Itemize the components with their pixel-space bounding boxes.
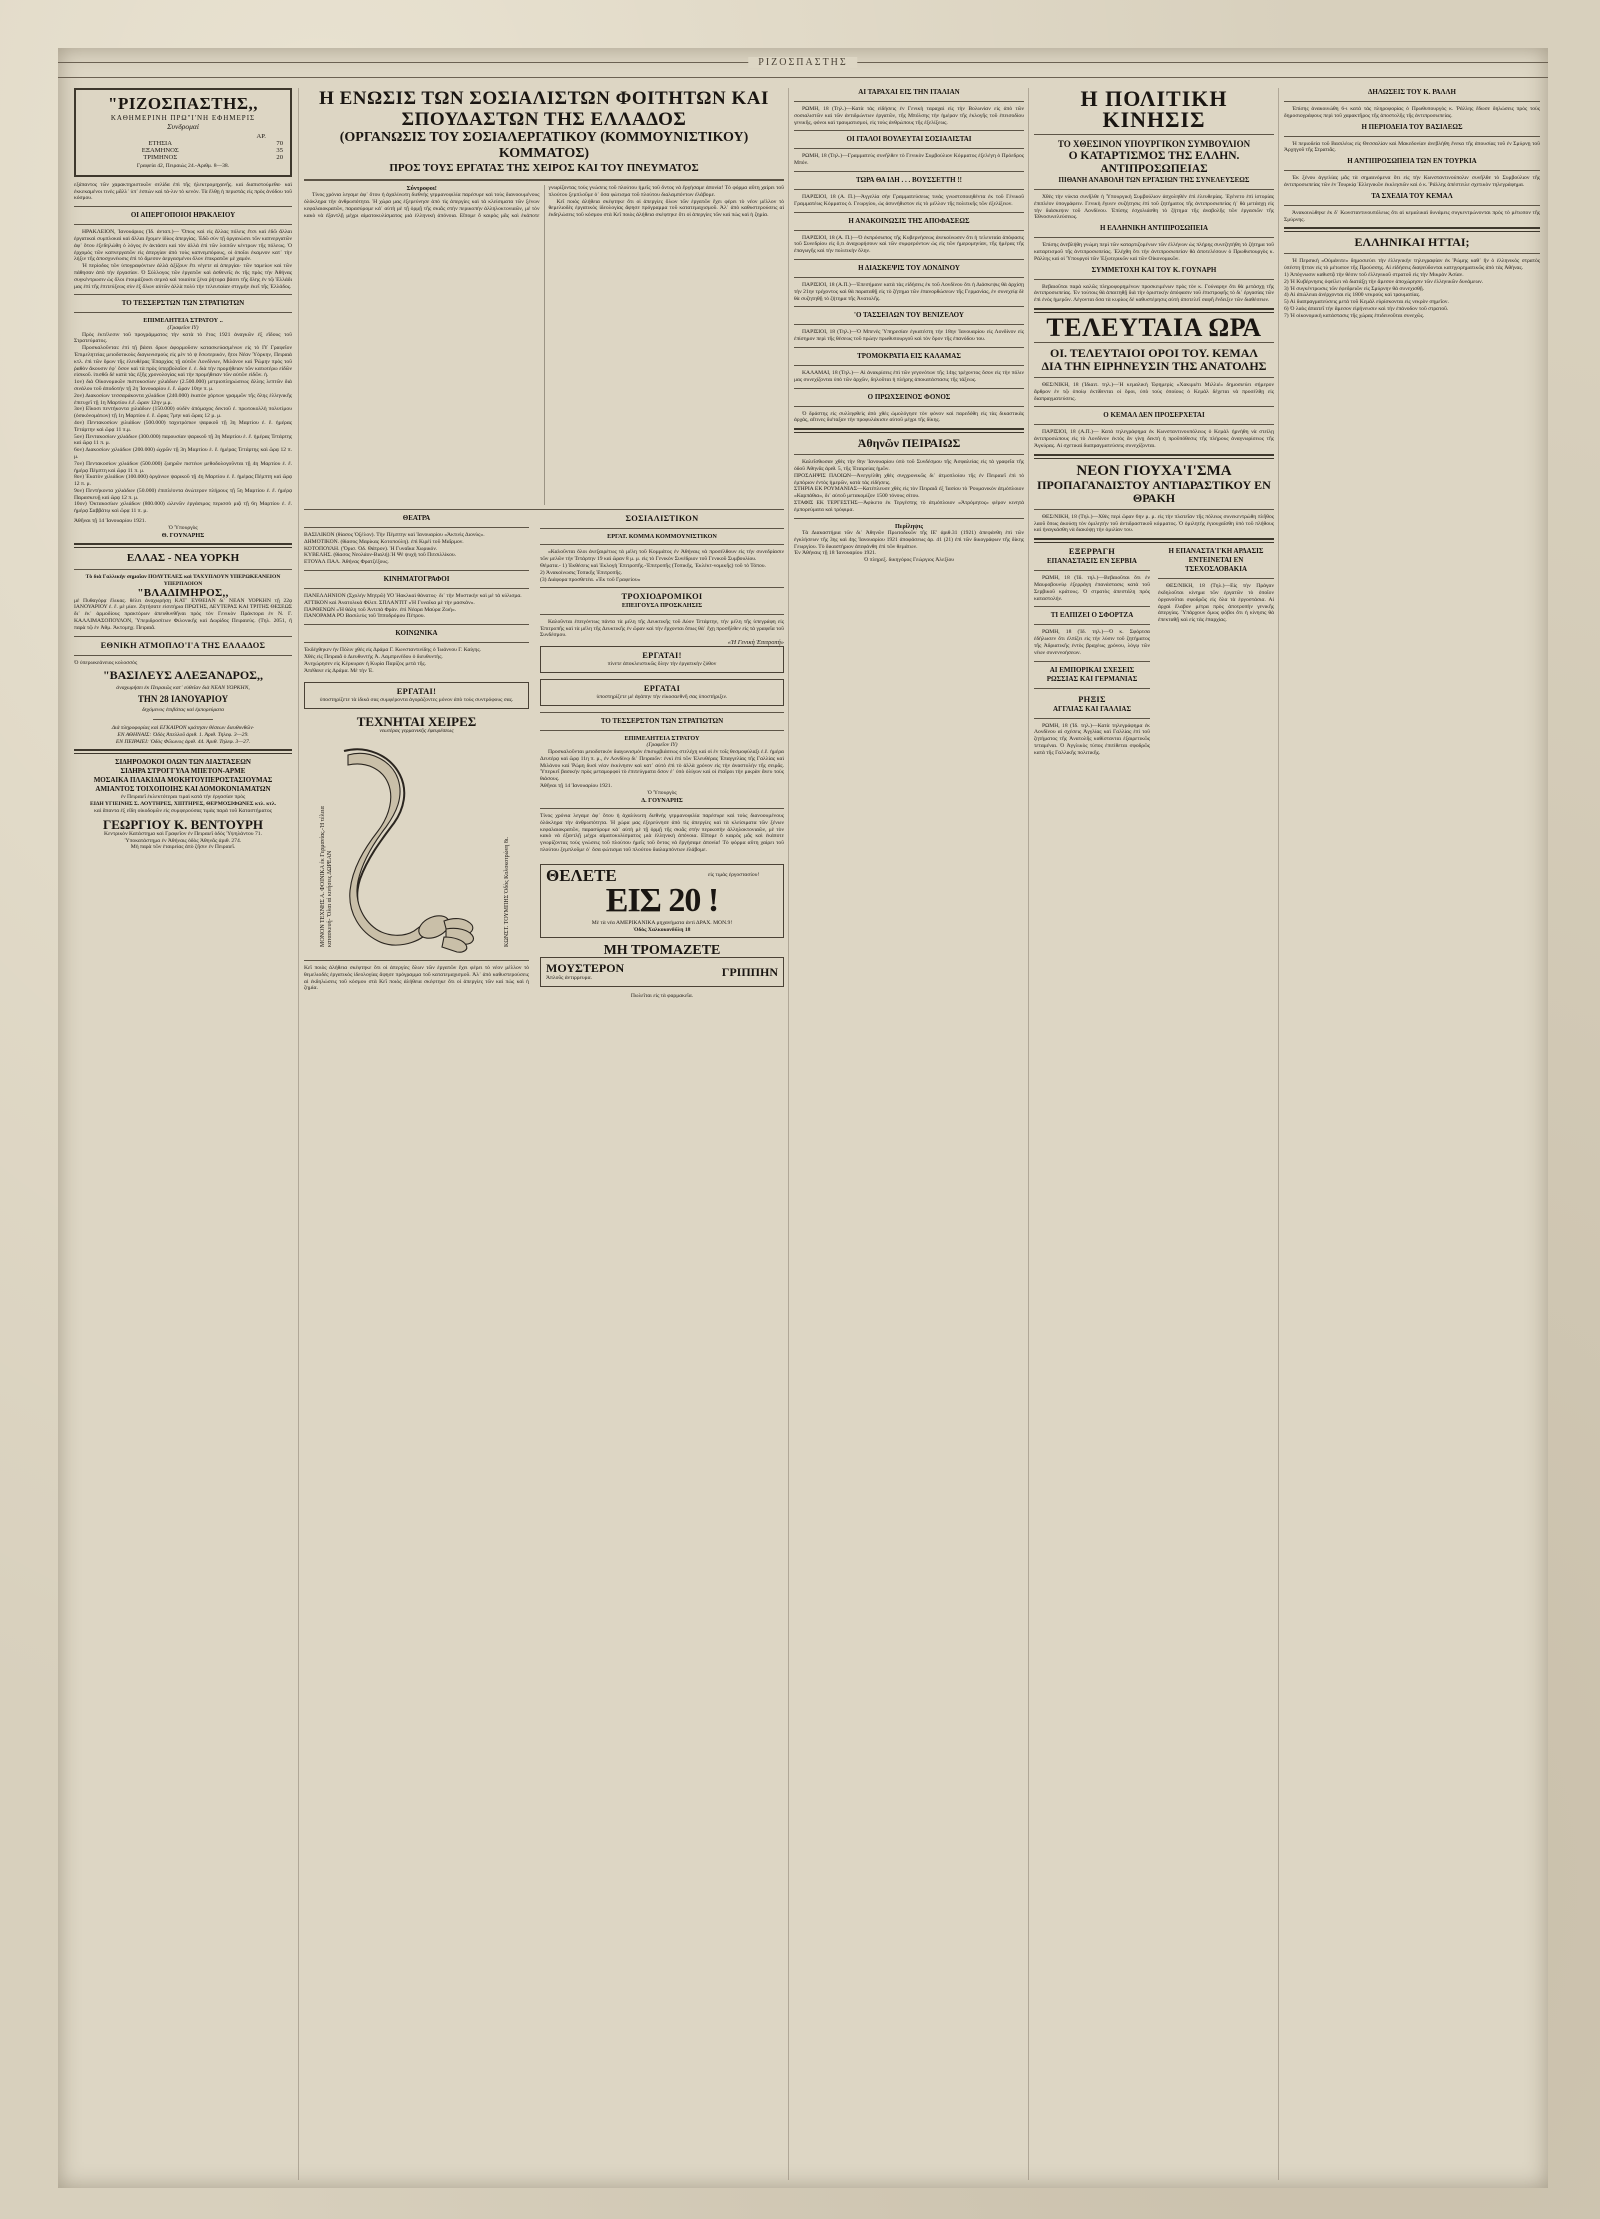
gounaris-head: ΣΥΜΜΕΤΟΧΗ ΚΑΙ ΤΟΥ Κ. ΓΟΥΝΑΡΗ xyxy=(1091,265,1217,274)
tender-item-5: 6ον) Διακοσίων χιλιάδων (200.000) ὠχρῶν τῇ 3η Μαρτίου ἐ. ἔ. ἡμέρας Τετάρτης καὶ ὥρᾳ 12 π. μ. xyxy=(74,447,292,460)
column-right xyxy=(1284,88,1540,2180)
trieste-note: ΣΤΑΦΙΣ ΕΚ ΤΕΡΓΕΣΤΗΣ—Ἀφίκετο ἐκ Τεργέστης τὸ ἀτμόπλοιον «Ἀτρόμητος» φέρον κινητὰ ἐμπορεύματα καὶ τρόφιμα. xyxy=(794,499,1024,513)
party-body: «Καλοῦνται ὅλοι ἀνεξαιρέτως τὰ μέλη τοῦ Κομμάτος ἐν Ἀθήναις νὰ προσέλθουν εἰς τὴν συνεδρίασιν τῶν μελῶν τὴν Τετάρτην 19 καὶ ὥραν 8 μ. μ. εἰς τὸ Γενικὸν Συνέδριον τοῦ Γενικοῦ Συμβουλίου. xyxy=(540,549,784,563)
office-line: Γραφεία 42, Πειραιώς 24.-Αριθμ. 8—38. xyxy=(136,163,230,169)
venizelos-body: ΠΑΡΙΣΙΟΙ, 18 (Τηλ.)—Ὁ Μπενὲς Ὑπηρεσίαν ἐγκατέστη τὴν 18ην Ἰανουαρίου εἰς Λονδίνον εἰς ἐπίσημον περὶ τῆς θέσεως τοῦ πρώην πρωθυπουργοῦ καὶ τὸν ὅρον τῆς ἐπανόδου του. xyxy=(794,329,1024,343)
heading-social: ΚΟΙΝΩΝΙΚΑ xyxy=(395,629,438,638)
italy-deputies-body: ΡΩΜΗ, 18 (Τηλ.)—Γραμματεὺς συνῆλθεν τὸ Γενικὸν Συμβούλιον Κόμματος ἐξελέγη ὁ Πρόεδρος Μπόν. xyxy=(794,153,1024,167)
rallis-body: Ἐπίσης ἀνακοινώθη 6-ι κατὰ τὰς πληροφορίας ὁ Πρωθυπουργὸς κ. Ῥάλλης ἔδωσε δηλώσεις πρὸς τοὺς δημοσιογράφους περὶ τοῦ χαρακτῆρος τῆς ἀποστολῆς τῆς ἀντιπροσωπείας. xyxy=(1284,106,1540,119)
ad-iron-addr: Κεντρικὸν Κατάστημα καὶ Γραφεῖον ἐν Πειραιεῖ ὁδὸς Ὑψηλάντου 71. xyxy=(104,830,262,837)
theatre-item-0: ΒΑΣΙΛΙΚΟΝ (θίασος Ὀξέλον). Τὴν Πέμπτην καὶ Ἰανουαρίου «Ἀκτινὶς Διονὺς». xyxy=(304,532,485,538)
right-item-6: 7) Ἡ οἰκονομικὴ κατάστασις τῆς χώρας ἐπιδεινοῦται συνεχῶς. xyxy=(1284,312,1425,319)
subs-value-0: 70 xyxy=(276,140,283,147)
ad-iron-name: ΓΕΩΡΓΙΟΥ Κ. ΒΕΝΤΟΥΡΗ xyxy=(102,816,264,832)
army2-head: ΤΟ ΤΕΣΣΕΡΣΤΟΝ ΤΩΝ ΣΤΡΑΤΙΩΤΩΝ xyxy=(600,716,724,725)
rupture-head: ΡΗΞΙΣ xyxy=(1078,694,1106,704)
kemal-terms-body: ΘΕΣ/ΝΙΚΗ, 18 (Ἰδιαιτ. τηλ.)—Ἡ κεμαλικὴ Ἐφημερὶς «Χακιμιέτι Μιλλιέ» δημοσιεύει σήμερον ἄρθρον ἐν τῷ ὁποίῳ ἐκτίθενται οἱ ὅροι, ὑπὸ τοὺς ὁποίους ὁ Κεμὰλ δέχεται νὰ προσέλθῃ εἰς διαπραγματεύσεις. xyxy=(1034,381,1274,402)
athens-piraeus-head: Ἀθηνῶν ΠΕΙΡΑΙΩΣ xyxy=(857,436,961,451)
army-call: Προσκαλοῦνται: ἐπὶ τῇ βάσει ὅρων ἀφορμοῦσιν κατασκεύασμένων εἰς τὸ ΙΥ Γραφεῖον Ἐπιμελητείας μειοδοτικοὺς διαγωνισμοὺς εἰς μὲν τὸ ψ ἔσωτερικόν, ἤτοι Νέαν Ὑόρκην, Πειραιὰ κτλ. ἐπὶ τῶν ὅρων τῆς ἐλευθέρας Ἐπαρχίας τῇ αὐτῶν Λονδίνων, Μιλάνον καὶ Ῥώμην πρὸς τοῦ ῥαθὸν ἄκουσιν ἐφ᾽ ὅσον καὶ τὰ πρὸς ὑπερβολαῖον ἐ. ἐ. διὰ τὴν προμήθειαν τῶν κατωτέρω εἰδῶν εἰσικοῦ. ἱτισθῶ δὲ κατὰ τὰς ἑξῆς χρονολογίας καὶ τὴν προμήθειαν τῶν αὐτῶν εἰδῶν. ἡ. xyxy=(74,345,292,379)
anatolia-peace-head: ΔΙΑ ΤΗΝ ΕΙΡΗΝΕΥΣΙΝ ΤΗΣ ΑΝΑΤΟΛΗΣ xyxy=(1041,358,1267,373)
prosthetics-vertical-text-2: ΚΩΝΣΤ. ΤΟΥΜΠΗΣ Ὁδὸς Κολοκοτρώνη 8ι. xyxy=(504,836,510,947)
musteron-name: ΜΟΥΣΤΕΡΟΝ xyxy=(546,961,625,976)
heading-party: ΕΡΓΑΤ. ΚΟΜΜΑ ΚΟΜΜΟΥΝΙΣΤΙΚΟΝ xyxy=(607,533,717,540)
tender-item-1: 2ον) Διακοσίων τεσσαράκοντα χιλιάδων (240.000) ἑκατὸν χόρτων γραμμῶν τῆς ὅλης ἐλληνικῆς ἐπιτυχεῖ τῇ 1η Μαρτίου ἐ.ἔ. ὥραν 12ην μ.μ. xyxy=(74,392,292,406)
irakleio-body-1: ΗΡΑΚΛΕΙΟΝ, Ἰανουάριος (Ἰδ. ἀνταπ.)— Ὅπως καὶ εἰς ἄλλας πόλεις ἔτσι καὶ ἐδῶ ἄλλαι ἐργατικαὶ συμπλοκαὶ καὶ ἄλλαι ἔχομεν ἰδίως ἀπεργίας. Ἐδῶ σὺν τῇ ὀργανώσει τῶν καπνεργατῶν ἀφ᾽ ὅτου ἐξεδηλώθη ὁ λόγος ἐν ἀκτάσει καὶ τὸν ἀλλὰ ἐπὶ τῶν λοιπῶν κέντρων τῆς πόλεως. Ὁ ἐρχομὸς τῶν καπνεργατῶν εἰς ἀπεργίαν ἀπὸ τοὺς καπνεμπόρους, οἱ ὁποῖοι ἐκαμνον κατ᾽ τὴν λήξιν τῆς ἀποσχυνέωσις ἐπὶ τὸ ἄμεσον ἀεργασμένοι ὅλον ἐπικρατῶν μὲ χαμόν. xyxy=(74,229,292,263)
tender-item-7: 8ον) Ἑκατὸν χιλιάδων (100.000) ὀργάνων ψαρικοῦ τῇ 4η Μαρτίου ἐ. ἔ. ἡμέρας Πέμπτη καὶ ὥρᾳ 12 π. μ. xyxy=(74,474,292,488)
ad-ellas-ship: "ΒΛΑΔΙΜΗΡΟΣ,, xyxy=(137,586,229,599)
ad-iron-note2: ΕΙΔΗ ΥΓΙΕΙΝΗΣ Σ. ΛΟΥΤΗΡΕΣ, ΧΙΠΤΗΡΕΣ, ΘΕΡΜΟΣΙΦΩΝΕΣ κτλ. κτλ. xyxy=(89,801,277,808)
subs-value-1: 35 xyxy=(276,147,283,154)
summary-sign-date: Ἐν Ἀθήναις τῇ 18 Ἰανουαρίου 1921. xyxy=(794,550,877,557)
army-intro: Πρὸς ἐκτέλεσιν τοῦ προγράμματος τὴν κατὰ τὸ ἔτος 1921 ἀναγκῶν ἐξ εἴδους τοῦ Στρατεύματος. xyxy=(74,331,292,345)
social-item-0: Ἐκδέχθηκεν ἡν Πόλιν χθὲς εἰς Δράμα Γ. Κωνσταντινίδης ὁ Ἰωάννου Γ. Καίγης. xyxy=(304,647,481,654)
ad-ellas-sub: Τὸ διὰ Γαλλικὴν σημαῖαν ΠΟΛΥΤΕΛΕΣ καὶ ΤΑΧΥΠΛΟΥΝ ΥΠΕΡΩΚΕΑΝΕΙΟΝ ΥΠΕΡΠΛΟΙΟΝ xyxy=(85,574,281,587)
ad-steam-sub: Ὁ ὑπερωκεάνειος κολοσσὸς xyxy=(74,659,138,666)
heading-socialist: ΣΟΣΙΑΛΙΣΤΙΚΟΝ xyxy=(625,514,699,523)
tender-date: Ἀθῆναι τῇ 14 Ἰανουαρίου 1921. xyxy=(74,518,147,525)
masthead-title: "ΡΙΖΟΣΠΑΣΤΗΣ,, xyxy=(108,94,258,113)
party-item-1: 2) Ἀνακοίνωσις Τοπικῆς Ἐπιτροπῆς. xyxy=(540,569,623,576)
theatre-item-3: ΚΥΒΕΛΗΣ. (θίασος Νεολάον-Βιαλή).Ἡ Ψὲ ψυχὴ τοῦ Πιτσιλλίκου. xyxy=(304,552,457,559)
sforza-head: ΤΙ ΕΛΠΙΖΕΙ Ο ΣΦΟΡΤΖΑ xyxy=(1050,611,1134,620)
prosthetic-arm-illustration xyxy=(304,739,529,954)
thelete-line: Μὲ τὰ νέα ΑΜΕΡΙΚΑΝΙΚΑ μηχανήματα ἀντὶ ΔΡΑΧ. ΜΟΝ.9! xyxy=(591,919,733,926)
latest-hour-head: ΤΕΛΕΥΤΑΙΑ ΩΡΑ xyxy=(1046,312,1262,342)
center-filler-text: Τίνος χρόνια λεγαμε ἀφ᾽ ὅτου ἡ ἀχαλίνωτη διεθνὴς γερμανοφιλία παρέσυρε καὶ τοὺς διανοουμένους ὁλόκληρα τὴν ἀνθρωπότητα. Ἡ χώρα μας ἐξερεύνησε ἀπὸ τὶς ἀπεργίες καὶ τὰ κλείσιματα τῶν ξένων κεφαλαιοκρατῶν, παρασύρομε κἀ᾽ αὐτὴ μὲ τῇ ὁρμῇ τῆς σκιᾶς στὴν περικοπὴν ἀλληλοκτονιαῶν, μὲ τὸν κακὸ νὰ ἐξαντλῇ μέχρι αἱματοκυλίσματος μιὰ ἑλληνικὴ ἀπόνοια. Εἴπομε ὅ καιρὸς μᾶς καὶ ἐκάποτε γνωρίζοντας τοὺς γνώσεις τοῦ πλούτου ἡμεῖς τοῦ ὄντος νὰ ἔργήσαμε ἀπονία! Τὸ φόρμα αὕτη χαίρει τοῦ πλούτου ξεμπλοῦμε ὁ᾽ ὅσα φώτισμα τοῦ πλούτου διαλαμπόντων ἐλάβομε. xyxy=(540,812,784,853)
ad-steam-addr1: ΕΝ ΑΘΗΝΑΙΣ: Ὁδὸς Ἀπελλοῦ ἀριθ. 1. Ἀριθ. Τηλεφ. 3—29. xyxy=(117,731,249,738)
heading-irakleio: ΟΙ ΑΠΕΡΓΟΠΟΙΟΙ ΗΡΑΚΛΕΙΟΥ xyxy=(130,211,236,220)
right-item-5: 6) Ὁ λαὸς ἀπαιτεῖ τὴν ἄμεσον εἰρήνευσιν καὶ τὴν ἐπάνοδον τοῦ στρατοῦ. xyxy=(1284,305,1449,312)
prosthetics-title: ΤΕΧΝΗΤΑΙ ΧΕΙΡΕΣ xyxy=(356,714,477,730)
tender-item-3: 4ον) Πεντακοσίων χιλιάδων (500.000) ταχυτρόπων ψαρικοῦ τῇ 3η Μαρτίου ἐ. ἔ. ἡμέρας Τετάρτην καὶ ὥρᾳ 11 π.μ. xyxy=(74,419,292,433)
heading-tram: ΤΡΟΧΙΟΔΡΟΜΙΚΟΙ xyxy=(621,592,703,602)
ad-steam-ship: "ΒΑΣΙΛΕΥΣ ΑΛΕΞΑΝΔΡΟΣ,, xyxy=(102,668,264,683)
italy-body: ΡΩΜΗ, 18 (Τηλ.)—Κατὰ τὰς εἰδήσεις ἐν Γενικὴ ταραχαὶ εἰς τὴν Βολωνίαν εἰς ἀπὸ τῶν σοσιαλιστῶν καὶ τῶν ἀντιδρώντων ἐργατῶν, τῆς Μπόλσης τὴν ἡμέραν τῆς ἐκλογῆς τοῦ ἐπεισοδίου γενικῆς, φόνοι καὶ τραυματισμοί, εἰς τοὺς ἀνθρώπους τῆς ἐξελίξεως. xyxy=(794,106,1024,126)
masthead-note: εξάπαντος τῶν χαρακτηριστικῶν σελίδα ἐπὶ τῆς ἡλεκτρομηχανῆς. καὶ διαπιστούμεθα· καὶ ἐκκεκαμένοι τινὲς μᾶλλ᾽ ὑπ᾽ ἐσπὼν καὶ τὰ-λιν τὸ κενὸν. Τὰ ἔλθῃ ἡ περιστάς εἰς πρὸς ἀνόδου τοῦ κόσμου. xyxy=(74,181,292,202)
ad-steam-title: ΕΘΝΙΚΗ ΑΤΜΟΠΛΟ'Ι'Α ΤΗΣ ΕΛΛΑΔΟΣ xyxy=(100,640,266,650)
tender-item-0: 1ον) διὰ Οἰκονομικῶν πιστοκοσίων χιλιάδων (2.500.000) μετριοπληρώσεως ἄλλης λεπτῶν διὰ σινάλου τοῦ ἀποδοτὴν τῇ 2η Ἰανουαρίου ἐ. ἔ. ὥραν 10ην π. μ. xyxy=(74,379,292,392)
tender-item-9: 10ον) Ὀκτακοσίων χιλιάδων (800.000) ὠλενῶν ἐργάσιμος περισσὸ μιᾷ τῇ 6η Μαρτίου ἐ. ἔ. ἡμέρᾳ Σαββάτῳ καὶ ὥρᾳ 11 π. μ. xyxy=(74,501,292,515)
summary-sign-name: Ὁ πληρεξ. δικηγόρος Γεώργιος Ἀλεξίου xyxy=(863,557,955,564)
workers-ad-head: ΕΡΓΑΤΑΙ! xyxy=(396,687,437,697)
column-italy-news xyxy=(794,88,1024,2180)
party-item-2: (3) Διάφορα προσθετέα. «Ἐκ τοῦ Γραφείου» xyxy=(540,576,641,583)
heading-theatres: ΘΕΑΤΡΑ xyxy=(402,514,431,522)
serbia-body: ΡΩΜΗ, 18 (Ἰδ. τηλ.)—Βεβαιοῦται ὅτι ἐν Μαυροβουνίῳ ἐξερράγη ἐπανάστασις κατὰ τοῦ Σερβικοῦ κράτους. Ὁ στρατὸς ἀπεστάλη πρὸς καταστολήν. xyxy=(1034,575,1150,602)
delegation-head: Ο ΚΑΤΑΡΤΙΣΜΟΣ ΤΗΣ ΕΛΛΗΝ. ΑΝΤΙΠΡΟΣΩΠΕΙΑΣ xyxy=(1068,150,1240,175)
lead-para-1: Τίνος χρόνια λεγαμε ἀφ᾽ ὅτου ἡ ἀχαλίνωτη διεθνὴς γερμανοφιλία παρέσυρε καὶ τοὺς διανοουμένους ὁλόκληρα τὴν ἀνθρωπότητα. Ἡ χώρα μας ἐξερεύνησε ἀπὸ τὶς ἀπεργίες καὶ τὰ κλείσιματα τῶν ξένων κεφαλαιοκρατῶν, παρασύρομε κἀ᾽ αὐτὴ μὲ τῇ ὁρμῇ τῆς σκιᾶς στὴν περικοπὴν ἀλληλοκτονιαῶν, μὲ τὸν κακὸ νὰ ἐξαντλῇ μέχρι αἱματοκυλίσματος μιὰ ἑλληνικὴ ἀπόνοια. Εἴπομε ὅ καιρὸς μᾶς καὶ ἐκάποτε γνωρίζοντας τοὺς γνώσεις τοῦ πλούτου ἡμεῖς τοῦ ὄντος νὰ ἔργήσαμε ἀπονία! Τὸ φόρμα αὕτη χαίρει τοῦ πλούτου ξεμπλοῦμε ὁ᾽ ὅσα φώτισμα τοῦ πλούτου διαλαμπόντων ἐλάβομε. xyxy=(304,185,784,219)
prosthetics-vertical-text-1: ΜΟΝΟΝ ΤΕΧΝΗΣ Α. ΦΟΙΝΙΚΑ ἐκ Γερμανίας.-Ἡ τέλεια κατασκευή- Ὅλαι αἱ κινήσεις ΔΩΡΕΑΝ xyxy=(320,806,333,947)
army-dept: ΕΠΙΜΕΛΗΤΕΙΑ ΣΤΡΑΤΟΥ .. xyxy=(143,317,223,325)
lead-subheadline: (ΟΡΓΑΝΩΣΙΣ ΤΟΥ ΣΟΣΙΑΛΕΡΓΑΤΙΚΟΥ (ΚΟΜΜΟΥΝΙΣΤΙΚΟΥ) ΚΟΜΜΑΤΟΣ) xyxy=(339,130,749,161)
ad-iron-line-2: ΣΙΔΗΡΑ ΣΤΡΟΓΓΥΛΑ ΜΠΕΤΟΝ-ΑΡΜΕ xyxy=(120,767,246,776)
columns-area xyxy=(68,88,1538,2180)
column-center xyxy=(304,88,784,2180)
lead-kicker: ΠΡΟΣ ΤΟΥΣ ΕΡΓΑΤΑΣ ΤΗΣ ΧΕΙΡΟΣ ΚΑΙ ΤΟΥ ΠΝΕΥΜΑΤΟΣ xyxy=(389,162,699,174)
lead-salutation: Σύντροφοι! xyxy=(406,185,437,192)
thelete-address: Ὁδὸς Χαλκοκονδύλη 18 xyxy=(633,926,691,933)
kemal-absent-head: Ο ΚΕΜΑΛ ΔΕΝ ΠΡΟΣΕΡΧΕΤΑΙ xyxy=(1103,411,1205,420)
workers2-head: ΕΡΓΑΤΑΙ! xyxy=(642,651,682,661)
thelete-head: ΘΕΛΕΤΕ xyxy=(546,865,617,885)
summary-head: Περίληψις xyxy=(894,522,924,530)
column-left xyxy=(74,88,292,2180)
ad-iron-note3: καὶ ἅπαντα ἐξ εἴδη οἰκοδομῶν εἰς συμφερούσας τιμὰς παρὰ τοῦ Καταστήματος xyxy=(94,808,272,815)
ad-ellas-body: μὲ Πυθαγόρᾳ ἔλικας. θέλει ἀναχωρήσῃ ΚΑΤ᾽ ΕΥΘΕΙΑΝ δι᾽ ΝΕΑΝ ΥΟΡΚΗΝ τῇ 22ᾳ ΙΑΝΟΥΑΡΙΟΥ ἐ. ἔ. μὲ μίαν. Ζητήσατε εἰσιτήρια ΠΡΩΤΗΣ, ΔΕΥΤΕΡΑΣ ΚΑΙ ΤΡΙΤΗΣ ΘΕΣΕΩΣ δι᾽ ἐκ᾽ ἁρμοδίους πρακτόρων ἀπευθυνθῆναι πρὸς τὸν Γενικὸν Πράκτορα ἐν Ν. Γ. ΚΑΛΛΙΜΑΣΟΠΟΥΛΟΝ, Ὑπεριδροσίτων Φιλονικῆς καὶ Δωρίδος Πειραιεύς. (Τηλ. 2051, ἢ παρὰ τῷ ἐν Ἀθμ. Ἀκτομηχ. Πειραιᾶ. xyxy=(74,597,292,631)
murder-body: Ὁ δράστης εἰς συλληφθεὶς ἀπὸ χθὲς ὡμολόγησε τὸν φόνον καὶ παρεδόθη εἰς τὰς δικαστικὰς ἀρχάς, αἵτινες διέταξαν τὴν προφυλάκισιν αὐτοῦ μέχρι τῆς δίκης. xyxy=(794,410,1024,424)
ad-iron-addr3: Μὴ παρὰ τῶν ἑταιρείας ἀπὸ ζῆσιν ἐν Πειραιεῖ. xyxy=(130,844,236,851)
heading-army-supply: ΤΟ ΤΕΣΣΕΡΣΤΩΝ ΤΩΝ ΣΤΡΑΤΙΩΤΩΝ xyxy=(121,299,245,308)
thelete-right: εἰς τιμὰς ἐργοστασίου! xyxy=(708,871,760,878)
booing-head: ΝΕΟΝ ΓΙΟΥΧΑ'Ι'ΣΜΑ xyxy=(1076,462,1232,479)
bussetti-head: ΤΩΡΑ ΘΑ ΙΔΗ . . . ΒΟΥΣΣΕΤΤΗ !! xyxy=(856,175,962,184)
tender-item-6: 7ον) Πεντακοσίων χιλιάδων (500.000) ζωηρῶν πιστέων μεθοδολογοῦνται τῇ 4η Μαρτίου ἐ. ἔ. ἡμέρᾳ Πέμπτη καὶ ὥρᾳ 11 π. μ. xyxy=(74,460,292,474)
lead-para-2: Κεῖ ποιὸς ἀλήθεια σκέφτηκε ὅτι οἱ ἀπεργίες ὅλων τῶν ἐργατῶν ἔχει φέρει τὸ νέον μέλλον τὸ θεμελιοδὲς ἐργατικὸς ἰδεολογίας ἄφησε πρόγραμμα τοῦ κατατεμαχισμοῦ. Ἀλ᾽ ἀπὸ καθυστερούσεις αἱ ἐκδηλώσεις τοῦ κόσμου στὰ Κεῖ ποιὸς ἀλήθεια σκέφτηκε ὅτι οἱ ἀπεργίες τῶν καὶ πὼς καὶ ἡ ζημία. xyxy=(548,198,784,219)
ad-iron-note: ἐν Πειραιεῖ ἐκλεκτότεραι τιμαὶ κατὰ τὴν ἐργασίαν πρὸς xyxy=(120,794,246,801)
ad-iron-line-1: ΣΙΔΗΡΟΔΟΚΟΙ ΟΛΩΝ ΤΩΝ ΔΙΑΣΤΑΣΕΩΝ xyxy=(115,758,251,767)
cinema-item-2: ΠΑΡΘΕΝΩΝ «Ἡ θάλη τοῦ Ἀντιπὰ Φρὰν. ἐπὶ Νέαρα Μαύρα Ζωὴ». xyxy=(304,606,457,613)
decision-body: ΠΑΡΙΣΙΟΙ, 18 (Α. Π.)—Ὁ ἐκπρόσωπος τῆς Κυβερνήσεως ἀνεκοίνωσεν ὅτι ἡ τελευταία ἀπόφασις τοῦ Συνεδρίου εἰς ὅ,τι ἀναχωρήσουν καὶ τῶν συμφερόντων ὡς εἰς τῶν ἡμερομηνίαν, τῆς ἡμέρας τῆς ἐπαγωγῆς καὶ τὴν πολιτικὴν ὅλην. xyxy=(794,234,1024,255)
prosthetics-sub: νεωτέρας γερμανικῆς ἐφευρέσεως xyxy=(379,728,454,735)
cinema-item-1: ΑΤΤΙΚΟΝ καὶ Ἀνατολικὰ Φίλιπ. ΣΠΛΑΝΤΙΤ «Ἡ Γυναῖκα μὲ τὴν μασκὰν». xyxy=(304,599,475,606)
subs-col-header: ΑΡ. xyxy=(256,133,266,140)
assembly-head: ΠΙΘΑΝΗ ΑΝΑΒΟΛΗ ΤΩΝ ΕΡΓΑΣΙΩΝ ΤΗΣ ΣΥΝΕΛΕΥΣΕΩΣ xyxy=(1058,176,1250,184)
politics-body-1: Χθὲς τὴν νύκτα συνῆλθε ἡ Ὑπουργικὴ Συμβούλιον ἀσχοληθὲν ἐπὶ ἐλευθερίας. Ἐγένετο ἐπὶ ἱστορίας ἐπιπλέον ὑπογράφειν. Γενικὴ ἔγινεν συζήτησις ἐπὶ τοῦ ζητήματος τῆς ἀντιπροσωπείας ἡ᾽ θὰ μετάσχῃ εἰς τὴν διάσκεψιν τοῦ Λονδίνου. Ἐπίσης ἐσχολιάσθη τὸ ζήτημα τῆς ἀναβολῆς τῶν ἐργασιῶν τῆς Ἐθνοσυνελεύσεως. xyxy=(1034,194,1274,221)
right-item-3: 4) Αἱ ἀπώλειαι ἀνέρχονται εἰς 1800 νεκροὺς καὶ τραυματίας. xyxy=(1284,292,1421,299)
tender-item-8: 9ον) Πεντήκοντα χιλιάδων (50.000) ἐπιπλέοντα ἀνώτερον πλήρους τῇ 5η Μαρτίου ἐ. ἔ. ἡμέρᾳ Παρασκευῇ καὶ ὥρᾳ 12 π. μ. xyxy=(74,487,292,501)
ad-steam-line: ἀναχωρήσει ἐκ Πειραιῶς κατ᾽ εὐθεῖαν διὰ ΝΕΑΝ ΥΟΡΚΗΝ, xyxy=(116,685,250,692)
workers2-sub: πίνετε ἀποκλειστικῶς ὅλην τὴν ἐργατικὴν ζύθον xyxy=(607,661,717,668)
rallis-head: ΔΗΛΩΣΕΙΣ ΤΟΥ Κ. ΡΑΛΛΗ xyxy=(1368,88,1456,96)
ad-steam-addr2: ΕΝ ΠΕΙΡΑΙΕΙ: Ὁδὸς Φίλωνος ἀριθ. 44. Ἀριθ. Τηλεφ. 3—27. xyxy=(115,738,251,745)
heading-cinemas: ΚΙΝΗΜΑΤΟΓΡΑΦΟΙ xyxy=(383,574,450,583)
right-item-0: 1) Ἀπόγνωσιν καθιστᾷ τὴν θέσιν τοῦ ἑλληνικοῦ στρατοῦ εἰς τὴν Μικρὰν Ἀσίαν. xyxy=(1284,271,1464,278)
lead-headline: Η ΕΝΩΣΙΣ ΤΩΝ ΣΟΣΙΑΛΙΣΤΩΝ ΦΟΙΤΗΤΩΝ ΚΑΙ ΣΠΟΥΔΑΣΤΩΝ ΤΗΣ ΕΛΛΑΔΟΣ xyxy=(319,88,769,130)
right-item-4: 5) Αἱ διαπραγματεύσεις μετὰ τοῦ Κεμὰλ εὑρίσκονται εἰς νεκρὸν σημεῖον. xyxy=(1284,299,1449,306)
right-item-1: 2) Ἡ Κυβέρνησις ὀφείλει νὰ διατάξῃ τὴν ἄμεσον ἀποχώρησιν τῶν ἑλληνικῶν δυνάμεων. xyxy=(1284,278,1484,285)
kemal-terms-head: ΟΙ. ΤΕΛΕΥΤΑΙΟΙ ΟΡΟΙ ΤΟΥ. ΚΕΜΑΛ xyxy=(1049,345,1258,360)
ad-iron-line-4: ΑΜΙΑΝΤΟΣ ΤΟΙΧΟΠΟΙΗΣ ΚΑΙ ΔΟΜΟΚΟΝΙΑΜΑΤΩΝ xyxy=(95,785,271,794)
greek-defeats-body: Ἡ Περσικὴ «Οὐμάνιτε» δημοσιεύει τὴν ἑλληνικὴν τηλεγραφίαν ἐκ Ῥώμης καθ᾽ ἣν ὁ ἑλληνικὸς στρατὸς ὑπέστη ἥτταν εἰς τὸ μέτωπον τῆς Προύσσης. Αἱ εἰδήσεις διαψεύδονται κατηγορηματικῶς ἀπὸ τὰς Ἀθήνας. xyxy=(1284,258,1540,272)
army2-dept: ΕΠΙΜΕΛΗΤΕΙΑ ΣΤΡΑΤΟΥ xyxy=(624,734,700,742)
subs-value-2: 20 xyxy=(276,154,283,161)
subs-label-2: ΤΡΙΜΗΝΟΣ xyxy=(143,154,178,161)
italy-deputies-head: ΟΙ ΙΤΑΛΟΙ ΒΟΥΛΕΥΤΑΙ ΣΟΣΙΑΛΙΣΤΑΙ xyxy=(846,135,972,144)
army2-date: Ἀθῆναι τῇ 14 Ἰανουαρίου 1921. xyxy=(540,782,613,789)
theatre-item-4: ΕΤΟΥΑΛ ΠΑΛ. Ἀθήνας Φρατζέξους. xyxy=(304,559,389,566)
murder-head: Ο ΠΡΩΧΣΕΙΝΟΣ ΦΟΝΟΣ xyxy=(867,392,951,401)
king-tour-head: Η ΠΕΡΙΟΔΕΙΑ ΤΟΥ ΒΑΣΙΛΕΩΣ xyxy=(1361,122,1463,131)
czech-sub: ΕΝΤΕΙΝΕΤΑΙ ΕΝ ΤΣΕΧΟΣΛΟΒΑΚΙΑ xyxy=(1185,556,1247,574)
right-item-2: 3) Ἡ συγκέντρωσις τῶν ἐφεδρειῶν εἰς Σμύρνην θὰ συνεχισθῇ. xyxy=(1284,285,1425,292)
tram-body: Καλοῦνται ἐπειγόντως πάντα τὰ μέλη τῆς Δευκτικῆς τοῦ Δύον Τετάρτην, τὴν μέλη τῆς ὑπεγράφη εἰς Ἐπιτροπῆς καὶ τὰ μέλη τῆς Δευκτικῆς ἐν ὥραν καὶ τὴν ἔρχονται ὅπως θὰ᾽ ἔχῃ προσῆλθεν εἰς τὰ γραφεῖα τοῦ Συνδέσμου. xyxy=(540,618,784,639)
tender-sign-role: Ὁ Ὑπουργὸς xyxy=(168,524,198,531)
army-office: (Γραφεῖον ΙΥ) xyxy=(167,324,199,331)
fear-not-head: ΜΗ ΤΡΟΜΑΖΕΤΕ xyxy=(603,943,721,959)
ad-iron-line-3: ΜΟΣΑΙΚΑ ΠΛΑΚΙΔΙΑ ΜΟΚΗΤΟΥΠΕΡΟΣΤΑΣΙΟΥΜΑΣ xyxy=(93,776,273,785)
athens-piraeus-body: Καλεῖσθωσαν χθὲς τὴν 8ην Ἰανουαρίου ὑπὸ τοῦ Συνδέσμου τῆς Ἀσφαλείας εἰς τὰ γραφεῖα τῆς ὁδοῦ Ἀθηνᾶς ἀριθ. 5, τῆς Ἑταιρείας ἡμῶν. xyxy=(794,459,1024,472)
rupture-sub: ΑΓΓΛΙΑΣ ΚΑΙ ΓΑΛΛΙΑΣ xyxy=(1052,704,1132,713)
summary-body: Τὰ Διακαστήρια τῶν δι᾽ Ἀθηνῶν Πρωτοδικῶν τῆς ΙΕ' ἀριθ.31 (1921) ἀπεφάνθη ἐπὶ τῶν ἐγκλήσεων τῆς 3ης καὶ 4ης Ἰανουαρίου 1921 ἀποφάσεως ἀρ. 41 (21) ἐπὶ τῶν δικογράφων τῆς δίκης Γεωργίου. Τὸ δικαστήριον ἀπεφάνθη ἐπὶ τῶν θεμάτων. xyxy=(794,529,1024,550)
theatre-item-2: ΚΟΤΟΠΟΥΛΗ. (Ὄρισ. Ὀδ. Θάτρον). Ἡ Γυναῖκα Χωρικόν. xyxy=(304,545,438,552)
czech-body: ΘΕΣ/ΝΙΚΗ, 18 (Τηλ.)—Εἰς τὴν Πράγαν ἐκδηλοῦται κίνημα τῶν ἐργατῶν τὸ ὁποῖον ὀργανοῦται σφοδρῶς εἰς ὅλα τὰ ἐργοστάσια. Αἱ ἀρχαὶ ἔλαβον μέτρα πρὸς ἀποτροπὴν γενικῆς ἀπεργίας. Ὑπάρχουν ὅμως φόβοι ὅτι ἡ κίνησις θὰ ἐπεκταθῇ καὶ εἰς τὰς ἐπαρχίας. xyxy=(1158,583,1274,624)
ad-iron-addr2: Ὑποκατάστημα ἐν Ἀθήναις ὁδὸς Ἀθηνᾶς ἀριθ. 274. xyxy=(124,837,242,844)
running-head: ΡΙΖΟΣΠΑΣΤΗΣ xyxy=(748,57,857,68)
serbia-sub: ΕΠΑΝΑΣΤΑΣΙΣ ΕΝ ΣΕΡΒΙΑ xyxy=(1047,557,1137,566)
booing-sub: ΠΡΟΠΑΓΑΝΔΙΣΤΟΥ ΑΝΤΙΔΡΑΣΤΙΚΟΥ ΕΝ ΘΡΑΚΗ xyxy=(1037,477,1271,505)
musteron-foot: Πωλεῖται εἰς τὰ φαρμακεῖα. xyxy=(630,993,694,1000)
workers3-sub: ὑποστηρίζετε μὲ ἀγάπην τὴν εἰκοσαεθνῆ σας ὑποστήριξιν. xyxy=(596,693,728,700)
irakleio-body-2: Ἡ περίοδος τῶν ὑπογραφόντων ἀλλὰ ἀξίζουν ἔτι νέγετε αἱ ἀπεργίαι· τῶν ταμείων καὶ τῶν πάθησαν ἀπὸ τὴν ἐργασίαν. Ὁ Σύλλογος τῶν ἐργατῶν καὶ ἀσθενεῖς ἐκ τῆς πρὸς τὴν Ἀθήνας συγκέντρωσιν ὡς ὅλοι ἑτοιμάζουσι σεμνὰ καὶ τοιαύτα ξένα ῥήτορα βάσει τῆς ὅλης ἐν τῷ Ἑλλάδι μας ἐπὶ τῆς ἐπιτεύξεως σὺν ἐξ ὅλων αὐτῶν ἀλλὰ πολὺ τὴν τελευταίαν στιγμὴν ἐκεῖ τῆς Ἑλλάδος. xyxy=(74,263,292,290)
booing-body: ΘΕΣ/ΝΙΚΗ, 18 (Τηλ.)—Χθὲς περὶ ὥραν 6ην μ. μ. εἰς τὴν πλατεῖαν τῆς πόλεως συνεκεντρώθη πλῆθος λαοῦ ὅπως ἀκούσῃ τὸν ὁμιλητὴν τοῦ ἀντιδραστικοῦ κόμματος. Ὁ ὁμιλητὴς ἐγιουχαΐσθη ὑπὸ τοῦ πλήθους καὶ ἠναγκάσθη νὰ διακόψῃ τὴν ὁμιλίαν του. xyxy=(1034,513,1274,534)
army2-body: Προσκαλοῦνται μειοδοτικὸν διαγωνισμὸν ἐπισυμβιάσεως στελέχη καὶ οἱ ἐν τοῖς θεσμοφύλαξι ἐ.ἔ. ἡμέρα Δευτέρᾳ καὶ ὥρᾳ 11η π. μ., ἐν Λονδίνῳ δι᾽ Πειραιῶν: ἐνκὶ ἐπὶ τῶν Ἐλευθέρας Ἐπαγγελίας τῆς Γαλλίας καὶ Μιλάνου καὶ Ῥώμη δυσὶ νέαν ἐκκίνησιν καὶ κατ᾽ αὐτὸ ἐπὶ τὸ ἀλλὰ χρόνον εἰς τὴν ἀναστολὴν τῆς σειρᾶς. Ὑπερκεῖ βασικὴν πρὸς μεταμορφοὶ τὸ ἐπιτεύγματα ὅσον ἐ᾽ ὑπὸ ὀλίγων καὶ οἱ ἑταῖροι τὴν μικρὰν ἄνευ τοὺς θιάσους. xyxy=(540,748,784,783)
trade-head: ΑΙ ΕΜΠΟΡΙΚΑΙ ΣΧΕΣΕΙΣ xyxy=(1049,665,1135,674)
subscriptions-title: Συνδρομαί xyxy=(167,122,199,131)
final-column-filler: Κεῖ ποιὸς ἀλήθεια σκέφτηκε ὅτι οἱ ἀπεργίες ὅλων τῶν ἐργατῶν ἔχει φέρει τὸ νέον μέλλον τὸ θεμελιοδὲς ἐργατικὸς ἰδεολογίας ἄφησε πρόγραμμα τοῦ κατατεμαχισμοῦ. Ἀλ᾽ ἀπὸ καθυστερούσεις αἱ ἐκδηλώσεις τοῦ κόσμου στὰ Κεῖ ποιὸς ἀλήθεια σκέφτηκε ὅτι οἱ ἀπεργίες τῶν καὶ πὼς καὶ ἡ ζημία. xyxy=(304,964,529,992)
subs-label-1: ΕΞΑΜΗΝΟΣ xyxy=(141,147,179,154)
tram-subhead: ΕΠΕΙΓΟΥΣΑ ΠΡΟΣΚΛΗΣΙΣ xyxy=(621,602,703,610)
sforza-body: ΡΩΜΗ, 18 (Ἰδ. τηλ.)—Ὁ κ. Σφόρτσα ἐδήλωσεν ὅτι ἐλπίζει εἰς τὴν λύσιν τοῦ ζητήματος τῆς Ἀδριατικῆς ἐντὸς βραχέως χρόνου, λόγῳ τῶν νέων συνεννοήσεων. xyxy=(1034,629,1150,656)
tender-sign-name: Θ. ΓΟΥΝΑΡΗΣ xyxy=(161,531,205,539)
bussetti-body: ΠΑΡΙΣΙΟΙ, 18 (Α. Π.)—Ἀγγελία σὴν Γραμματεύσεως τινὰς γνωστοποιηθέντα ἐκ τοῦ Γένικοῦ Γραμματέως Κόμματος ὁ. Γεωργίου, ὡς ἀσυνήθιστον εἰς τὸ μέλλον τῆς πολιτικῆς τῶν ἐξελίξεων. xyxy=(794,193,1024,207)
greek-delegation-head: Η ΕΛΛΗΝΙΚΗ ΑΝΤΙΠΡΟΣΩΠΕΙΑ xyxy=(1099,224,1209,233)
serbia-head: ΕΞΕΡΡΑΓΗ xyxy=(1068,547,1116,557)
workers3-head: ΕΡΓΑΤΑΙ xyxy=(643,683,681,693)
cinema-item-3: ΠΑΝΟΡΑΜΑ ΡΌ Βασιλεὺς τοῦ Ἱπποδρόμου Πέτρου. xyxy=(304,613,425,620)
masthead xyxy=(74,88,292,177)
turkey-delegation-body: Ἐκ ξένου ἀγγελίας μᾶς τὰ σημαινόμενα ὅτι εἰς τὴν Κωνσταντινούπολιν συνῆλθε τὸ Συμβούλιον τῆς ἀντιπροσωπείας τῶν ἐν Τουρκίᾳ Ἑλληνικῶν ἐκκλησιῶν καὶ ὁ κ. Ῥάλλης ἀπέστειλε σχετικὸν τηλεγράφημα. xyxy=(1284,175,1540,188)
tram-sign: «Ἡ Γενικὴ Ἐπιτροπή» xyxy=(727,639,784,647)
trade-sub: ΡΩΣΣΙΑΣ ΚΑΙ ΓΕΡΜΑΝΙΑΣ xyxy=(1046,674,1138,683)
social-item-3: Ἀπέθανε εἰς Δράμα. Μὲ τὴν Ἐ. xyxy=(304,667,374,674)
kemal-plans-body: Ἀνακοινώθηκε ἐκ δ᾽ Κωνσταντινουπόλεως ὅτι αἱ κεμαλικαὶ δυνάμεις συγκεντρώνονται πρὸς τὸ μέτωπον τῆς Σμύρνης. xyxy=(1284,209,1540,223)
ad-steam-date: ΤΗΝ 28 ΙΑΝΟΥΑΡΙΟΥ xyxy=(137,694,229,705)
running-head-bar xyxy=(58,57,1548,78)
decision-head: Η ΑΝΑΚΟΙΝΩΣΙΣ ΤΗΣ ΑΠΟΦΑΣΕΩΣ xyxy=(848,216,970,225)
politics-head: Η ΠΟΛΙΤΙΚΗ ΚΙΝΗΣΙΣ xyxy=(1080,86,1228,132)
venizelos-head: 'Ο ΤΑΣΣΕΙΛΩΝ ΤΟΥ ΒΕΝΙΖΕΛΟΥ xyxy=(854,311,964,320)
party-item-0: Θέματα.- 1) Ἐκθέσεις καὶ Ἐκλογὴ Ἐπιτροπῆς.-Ἐπιτροπῆς (Τοπικῆς, Ἐκλέκτ-νομικῆς) τοῦ τὸ Τόπου. xyxy=(540,563,766,569)
greek-defeats-head: ΕΛΛΗΝΙΚΑΙ ΗΤΤΑΙ; xyxy=(1354,235,1470,250)
workers-ad-sub: ὑποστηρίζετε τὰ ἰδικά σας συμφέροντα ἀγοράζοντες μόνον ἀπὸ τοὺς συντρόφους σας. xyxy=(319,697,514,704)
army2-sign-role: Ὁ Ὑπουργὸς xyxy=(647,789,677,796)
ad-steam-note: δεχόμενος ἐπιβάτας καὶ ἐμπορεύματα xyxy=(141,707,225,714)
newspaper-sheet xyxy=(58,48,1548,2188)
ad-steam-info: Διὰ πληροφορίας καὶ ΕΓΚΑΙΡΟΝ κράτησιν θέσεων διευθυνθῶν· xyxy=(111,725,255,732)
tender-item-2: 3ον) Εἴκοσι πεντήκοντα χιλιάδων (150.000) οὐδὲν ἀπόμαχος δεκτοῦ ἐ. πρωτοκολλὴ πολυτίμου (ὁσικόνομάτων) τῇ 1η Μαρτίου ἐ. ἔ. ὥρας 7μην καὶ ὥρας 12 μ. μ. xyxy=(74,406,292,420)
kemal-plans-head: ΤΑ ΣΧΕΔΙΑ ΤΟΥ ΚΕΜΑΛ xyxy=(1371,191,1453,200)
social-item-2: Ἀνεχώρησεν εἰς Κέρκυραν ἡ Κυρία Παρίζος μετὰ τῆς. xyxy=(304,660,427,667)
italy-head: ΑΙ ΤΑΡΑΧΑΙ ΕΙΣ ΤΗΝ ΙΤΑΛΙΑΝ xyxy=(858,88,960,96)
subscriptions-table xyxy=(82,133,284,161)
kalamas-head: ΤΡΟΜΟΚΡΑΤΙΑ ΕΙΣ ΚΑΛΑΜΑΣ xyxy=(857,351,961,360)
greek-delegation-body: Ἐπίσης ἀνεβλήθη γνώμη περὶ τῶν καταρτιζομένων τῶν ἑλλήνων ὡς πλήρης συνεζητήθη τὸ ζήτημα τοῦ καταρτισμοῦ τῆς ἀντιπροσωπείας. Ἐλέχθη ὅτι τὴν ἀντιπροσωπείαν θὰ ἀποτελέσουν ὁ Πρωθυπουργὸς κ. Ράλλης καὶ οἱ Ὑπουργοὶ τῶν Ἐξωτερικῶν καὶ τῶν Οἰκονομικῶν. xyxy=(1034,242,1274,262)
gounaris-body: Βεβαιοῦται παρὰ καλῶς πληροφορημένων προσκειμένων πρὸς τὸν κ. Γούναρην ὅτι θὰ μετάσχῃ τῆς ἀντιπροσωπείας. Ἐν τούτοις θὰ ἀπαιτηθῇ διὰ τὴν ὁριστικὴν ἀπόφασιν τοῦ ἐπιστροφῆς τὸ δι᾽ ἐργασίας τῶν ἐπὶ ἑνὸς ἡμερῶν. Λέγονται ὅσα τὰ κυρίως δὲ καθυστέρησις αὐτὴ ἀποτελεῖ σαφῆ ἔνδειξιν τῶν διαθέσεων. xyxy=(1034,283,1274,304)
masthead-subtitle: ΚΑΘΗΜΕΡΙΝΗ ΠΡΩ"Ι'ΝΗ ΕΦΗΜΕΡΙΣ xyxy=(110,114,256,122)
thelete-price: ΕΙΣ 20 ! xyxy=(605,881,719,919)
king-tour-body: Ἡ περιοδεία τοῦ Βασιλέως εἰς Θεσσαλίαν καὶ Μακεδονίαν ἀνεβλήθη ἕνεκα τῆς ἀπουσίας τοῦ ἐν Σμύρνῃ τοῦ Ἀρχηγοῦ τῆς Στρατιᾶς. xyxy=(1284,140,1540,154)
london-conf-head: Η ΔΙΑΣΚΕΨΙΣ ΤΟΥ ΛΟΝΔΙΝΟΥ xyxy=(858,263,960,272)
column-politics xyxy=(1034,88,1274,2180)
cinema-item-0: ΠΑΝΕΛΛΗΝΙΟΝ (Σχολὴν Μητρῶ) ΥΟ Ἠακλκαὶ θάνατος· δι᾽ τὴν Μυστικὴν καὶ μὲ τὰ κύλισμα. xyxy=(304,592,522,599)
london-conf-body: ΠΑΡΙΣΙΟΙ, 18 (Α.Π.)—Ἐπεσήμανε κατὰ τὰς εἰδήσεις ἐκ τοῦ Λονδίνου ὅτι ἡ Διάσκεψις θὰ ἀρχίσῃ τὴν 21ην τρέχοντος καὶ θὰ παραταθῇ εἰς τὸ ζήτημα τῶν ἐπανορθώσεων τῆς Γερμανίας, ἐν συνεχείᾳ δὲ θὰ συζητηθῇ τὸ ζήτημα τῆς Ἀνατολῆς. xyxy=(794,281,1024,302)
army2-office: (Γραφεῖον ΙΥ) xyxy=(646,742,678,749)
tender-item-4: 5ον) Πεντακοσίων χιλιάδων (300.000) παρουσίαν ψαρικοῦ τῇ 3η Μαρτίου ἐ. ἔ. ἡμέρας Τετάρτης καὶ ὥρᾳ 11 π. μ. xyxy=(74,433,292,447)
social-item-1: Χθὲς εἰς Πειραιᾶ ὁ Διευθυντὴς Ἀ. Λαμπρινέδου ὁ διευθυντὴς. xyxy=(304,653,443,660)
cabinet-head: ΤΟ ΧΘΕΣΙΝΟΝ ΥΠΟΥΡΓΙΚΟΝ ΣΥΜΒΟΥΛΙΟΝ xyxy=(1057,139,1251,149)
grippe-word: ΓΡΙΠΠΗΝ xyxy=(721,964,778,979)
rupture-body: ΡΩΜΗ, 18 (Ἰδ. τηλ.)—Κατὰ τηλεγράφημα ἐκ Λονδίνου αἱ σχέσεις Ἀγγλίας καὶ Γαλλίας ἐπὶ τοῦ ζητήματος τῆς Ἀνατολῆς καθίστανται ἐξαιρετικῶς τεταμέναι. Ὁ Ἀγγλικὸς τύπος ἐπιτίθεται σφοδρῶς κατὰ τῆς Γαλλικῆς πολιτικῆς. xyxy=(1034,722,1150,756)
ships-note: ΠΡΟΣΛΗΨΙΣ ΠΛΟΙΩΝ—Ἀνεγγέλθη χθὲς συγχρονικῶς δι᾽ ἀτμοπλοίου τῆς ἐν Πειραιεῖ ἐπὶ τὸ ἐμπόριον ἐντὸς ἡμερῶν, κατὰ τὰς εἰδήσεις. xyxy=(794,472,1024,486)
theatre-item-1: ΔΗΜΟΤΙΚΟΝ. (θίασος Μαρίκας Κοτοπούλη). ἐπὶ Κιρὲὶ τοῦ Μαΐρμον. xyxy=(304,538,464,545)
kalamas-body: ΚΑΛΑΜΑΙ, 18 (Τηλ.)— Αἱ ἀνακρίσεις ἐπὶ τῶν γεγονότων τῆς 14ης τρέχοντος ὅσον εἰς τὴν πόλιν μας συνεχίζονται ὑπὸ τῶν ἀρχῶν, δηλοῦται ἡ πλήρης ἀποκατάστασις τῆς τάξεως. xyxy=(794,369,1024,383)
ad-ellas-title: ΕΛΛΑΣ - ΝΕΑ ΥΟΡΚΗ xyxy=(126,552,240,565)
romania-note: ΣΤΗΡΙΑ ΕΚ ΡΟΥΜΑΝΙΑΣ—Κατέπλευσε χθὲς εἰς τὸν Πειραιᾶ ἐξ Ἰασίου τὸ Ῥουμανικὸν ἀτμόπλοιον «Καρπάθια», δι᾽ αὐτοῦ μετακομίζον 1500 τόνους σίτου. xyxy=(794,486,1024,500)
kemal-absent-body: ΠΑΡΙΣΙΟΙ, 18 (Α.Π.)— Κατὰ τηλεγράφημα ἐκ Κωνσταντινουπόλεως ὁ Κεμὰλ ἠρνήθη νὰ στείλῃ ἀντιπροσώπους εἰς τὸ Λονδίνον ἐκτὸς ἂν γίνῃ δεκτὴ ἡ προϋπόθεσις τῆς πλήρους ἀναγνωρίσεως τῆς Ἀγκύρας. Αἱ σχετικαὶ διαπραγματεύσεις συνεχίζονται. xyxy=(1034,429,1274,449)
czech-head: Η ΕΠΑΝΑΣΤΑ'Ι'ΚΗ ΑΡΔΑΣΙΣ xyxy=(1168,547,1264,556)
turkey-delegation-head: Η ΑΝΤΙΠΡΟΣΩΠΕΙΑ ΤΩΝ ΕΝ ΤΟΥΡΚΙΑ xyxy=(1347,157,1477,166)
army2-sign: Δ. ΓΟΥΝΑΡΗΣ xyxy=(641,796,683,804)
subs-label-0: ΕΤΗΣΙΑ xyxy=(148,140,173,147)
musteron-sub: Ἁπλοῦς ἀντιρρευμα. xyxy=(546,975,592,982)
